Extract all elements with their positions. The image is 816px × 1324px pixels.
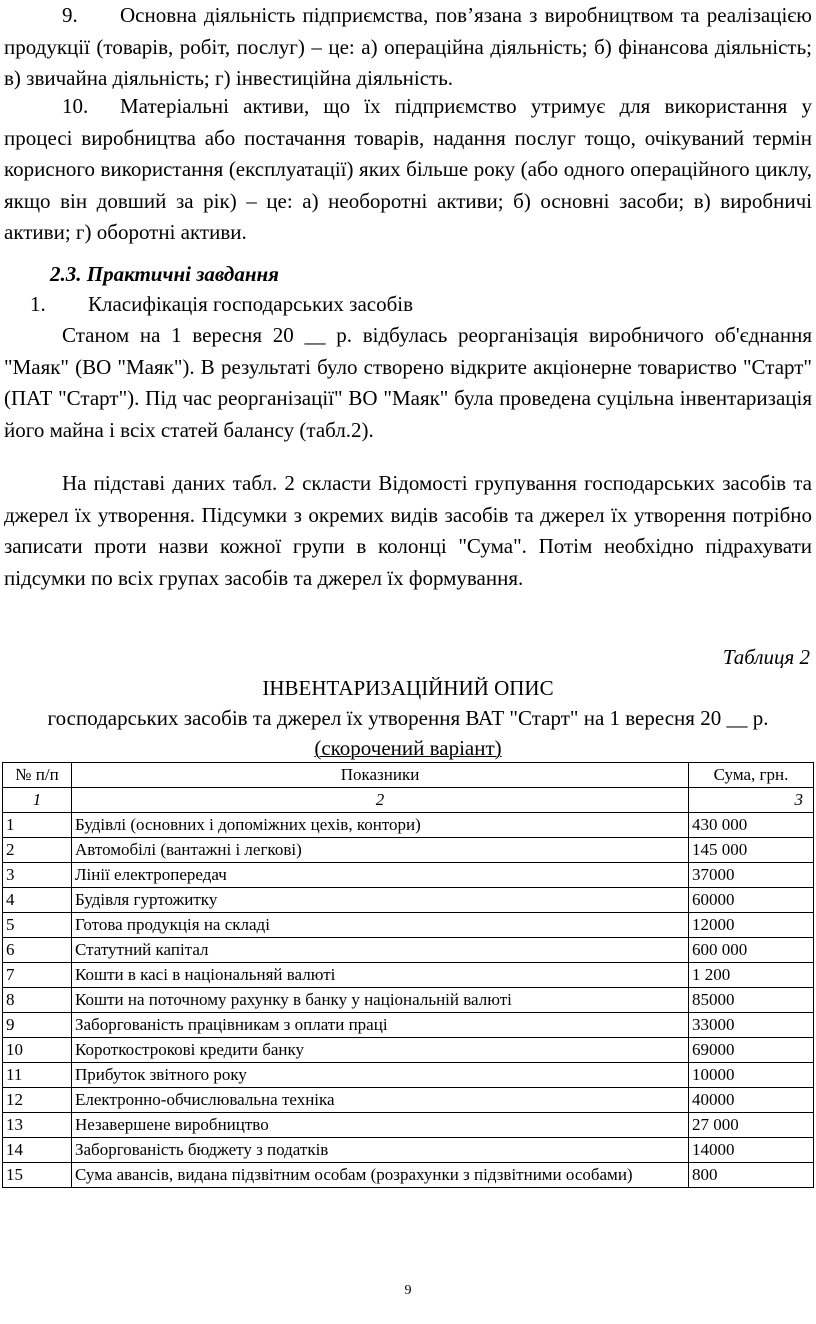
row-number: 7 — [3, 963, 72, 988]
table-row — [3, 888, 814, 913]
table-label: Таблиця 2 — [722, 645, 810, 669]
row-number: 12 — [3, 1088, 72, 1113]
table-row — [3, 938, 814, 963]
row-indicator: Незавершене виробництво — [72, 1113, 689, 1138]
table-row — [3, 913, 814, 938]
row-sum: 69000 — [689, 1038, 814, 1063]
row-sum: 33000 — [689, 1013, 814, 1038]
table-row — [3, 1063, 814, 1088]
row-sum: 14000 — [689, 1138, 814, 1163]
column-index-1: 1 — [3, 788, 72, 813]
table-row — [3, 1163, 814, 1188]
table-row — [3, 988, 814, 1013]
inventory-table — [2, 762, 814, 1188]
question-9-text: Основна діяльність підприємства, пов’язана з виробництвом та реалізацією продукції (товарів, робіт, послуг) – це: а) операційна діяльність; б) фінансова діяльність; в) звичайна діяльність; г) інвестиційна діяльність. — [4, 3, 812, 90]
row-indicator: Сума авансів, видана підзвітним особам (розрахунки з підзвітними особами) — [72, 1163, 689, 1188]
table-subtitle: господарських засобів та джерел їх утворення ВАТ "Старт" на 1 вересня 20 __ р. — [47, 706, 769, 730]
row-indicator: Електронно-обчислювальна техніка — [72, 1088, 689, 1113]
column-index-row — [3, 788, 814, 813]
table-row — [3, 1038, 814, 1063]
task-title — [30, 292, 413, 317]
row-number: 15 — [3, 1163, 72, 1188]
row-indicator: Прибуток звітного року — [72, 1063, 689, 1088]
header-sum: Сума, грн. — [689, 763, 814, 788]
row-sum: 10000 — [689, 1063, 814, 1088]
question-9 — [4, 0, 812, 95]
row-indicator: Заборгованість працівникам з оплати праці — [72, 1013, 689, 1038]
row-number: 3 — [3, 863, 72, 888]
row-number: 11 — [3, 1063, 72, 1088]
row-number: 6 — [3, 938, 72, 963]
header-number: № п/п — [3, 763, 72, 788]
row-sum: 145 000 — [689, 838, 814, 863]
row-indicator: Заборгованість бюджету з податків — [72, 1138, 689, 1163]
table-note-text: (скорочений варіант) — [314, 736, 502, 760]
row-indicator: Статутний капітал — [72, 938, 689, 963]
question-10 — [4, 91, 812, 249]
column-index-2: 2 — [72, 788, 689, 813]
question-10-number: 10. — [62, 94, 89, 118]
row-indicator: Короткострокові кредити банку — [72, 1038, 689, 1063]
table-row — [3, 863, 814, 888]
question-10-text: Матеріальні активи, що їх підприємство утримує для використання у процесі виробництва або постачання товарів, надання послуг тощо, очікуваний термін корисного використання (експлуатації) яких більше року (або одного операційного циклу, якщо він довший за рік) – це: а) необоротні активи; б) основні засоби; в) виробничі активи; г) оборотні активи. — [4, 94, 812, 244]
row-number: 9 — [3, 1013, 72, 1038]
table-note — [0, 736, 816, 761]
row-sum: 60000 — [689, 888, 814, 913]
table-row — [3, 1138, 814, 1163]
table-row — [3, 1013, 814, 1038]
row-indicator: Лінії електропередач — [72, 863, 689, 888]
row-indicator: Автомобілі (вантажні і легкові) — [72, 838, 689, 863]
table-header-row — [3, 763, 814, 788]
row-number: 4 — [3, 888, 72, 913]
table-row — [3, 1088, 814, 1113]
row-sum: 430 000 — [689, 813, 814, 838]
row-sum: 800 — [689, 1163, 814, 1188]
page-number: 9 — [404, 1283, 412, 1298]
table-row — [3, 813, 814, 838]
row-sum: 40000 — [689, 1088, 814, 1113]
row-number: 13 — [3, 1113, 72, 1138]
table-row — [3, 838, 814, 863]
row-sum: 27 000 — [689, 1113, 814, 1138]
question-9-number: 9. — [62, 3, 78, 27]
section-heading: 2.3. Практичні завдання — [50, 262, 279, 286]
task-paragraph-2: На підставі даних табл. 2 скласти Відомості групування господарських засобів та джерел їх утворення. Підсумки з окремих видів засобів та джерел їх утворення потрібно записати проти назви кожної групи в колонці "Сума". Потім необхідно підрахувати підсумки по всіх групах засобів та джерел їх формування. — [4, 471, 812, 590]
row-number: 1 — [3, 813, 72, 838]
table-title: ІНВЕНТАРИЗАЦІЙНИЙ ОПИС — [262, 676, 554, 700]
row-indicator: Будівлі (основних і допоміжних цехів, контори) — [72, 813, 689, 838]
task-title-text: Класифікація господарських засобів — [88, 292, 414, 316]
row-sum: 85000 — [689, 988, 814, 1013]
row-number: 2 — [3, 838, 72, 863]
header-indicators: Показники — [72, 763, 689, 788]
row-indicator: Будівля гуртожитку — [72, 888, 689, 913]
table-row — [3, 1113, 814, 1138]
row-indicator: Кошти в касі в національняй валюті — [72, 963, 689, 988]
row-sum: 1 200 — [689, 963, 814, 988]
row-number: 10 — [3, 1038, 72, 1063]
row-indicator: Кошти на поточному рахунку в банку у національній валюті — [72, 988, 689, 1013]
row-sum: 600 000 — [689, 938, 814, 963]
row-number: 5 — [3, 913, 72, 938]
task-paragraph-1: Станом на 1 вересня 20 __ р. відбулась реорганізація виробничого об'єднання "Маяк" (ВО "Маяк"). В результаті було створено відкрите акціонерне товариство "Старт" (ПАТ "Старт"). Під час реорганізації" ВО "Маяк" була проведена суцільна інвентаризація його майна і всіх статей балансу (табл.2). — [4, 323, 812, 442]
row-indicator: Готова продукція на складі — [72, 913, 689, 938]
column-index-3: 3 — [689, 788, 814, 813]
table-row — [3, 963, 814, 988]
row-number: 14 — [3, 1138, 72, 1163]
row-sum: 37000 — [689, 863, 814, 888]
task-number: 1. — [30, 292, 46, 316]
row-sum: 12000 — [689, 913, 814, 938]
row-number: 8 — [3, 988, 72, 1013]
